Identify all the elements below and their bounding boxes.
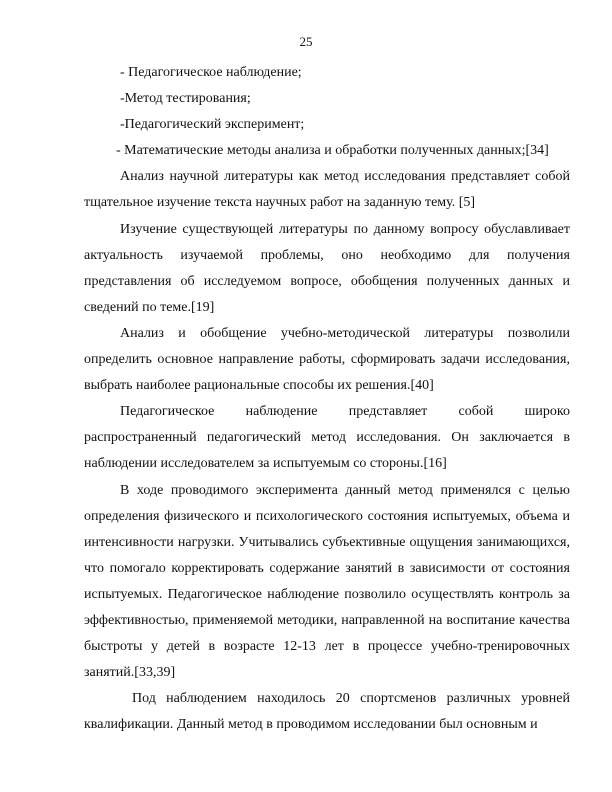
list-item-testing: -Метод тестирования; <box>120 91 251 107</box>
list-item-experiment: -Педагогический эксперимент; <box>120 117 305 133</box>
paragraph-literature-study: Изучение существующей литературы по данному вопросу обуславливает актуальность изучаемой проблемы, оно необходимо для получения представления об исследуемом вопросе, обобщения полученных данных и сведений по теме.[19] <box>84 221 570 315</box>
paragraph-literature-analysis: Анализ научной литературы как метод исследования представляет собой тщательное изучение текста научных работ на заданную тему. [5] <box>84 169 570 211</box>
paragraph-experiment-course: В ходе проводимого эксперимента данный метод применялся с целью определения физического и психологического состояния испытуемых, объема и интенсивности нагрузки. Учитывались субъективные ощущения занимающихся, что помогало корректировать содержание занятий в зависимости от состояния испытуемых. Педагогическое наблюдение позволило осуществлять контроль за эффективностью, применяемой методики, направленной на воспитание качества быстроты у детей в возрасте 12-13 лет в процессе учебно-тренировочных занятий.[33,39] <box>84 482 570 681</box>
page-number: 25 <box>299 34 313 49</box>
paragraph-methodical-literature: Анализ и обобщение учебно-методической литературы позволили определить основное направление работы, сформировать задачи исследования, выбрать наиболее рациональные способы их решения.[40] <box>84 325 570 394</box>
list-item-math-methods: - Математические методы анализа и обработки полученных данных;[34] <box>116 143 549 159</box>
paragraph-observed-athletes: Под наблюдением находилось 20 спортсменов различных уровней квалификации. Данный метод в проводимом исследовании был основным и <box>84 691 570 733</box>
list-item-observation: - Педагогическое наблюдение; <box>120 65 302 80</box>
document-body <box>84 60 570 738</box>
paragraph-pedagogical-observation: Педагогическое наблюдение представляет собой широко распространенный педагогический метод исследования. Он заключается в наблюдении исследователем за испытуемым со стороны.[16] <box>84 404 570 472</box>
